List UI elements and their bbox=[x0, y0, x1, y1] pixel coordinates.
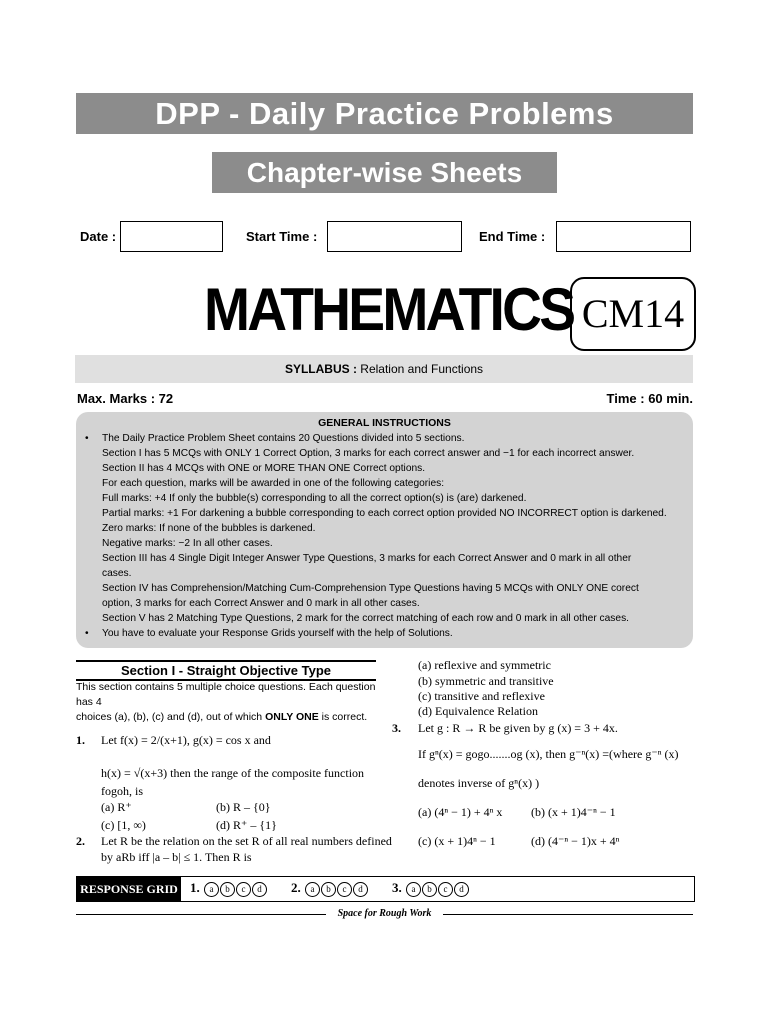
instruction-text: You have to evaluate your Response Grids yourself with the help of Solutions. bbox=[102, 628, 453, 639]
subject-title: MATHEMATICS bbox=[204, 276, 574, 343]
syllabus-label: SYLLABUS : bbox=[284, 362, 357, 376]
instruction-text: The Daily Practice Problem Sheet contains 20 Questions divided into 5 sections. bbox=[102, 433, 465, 444]
instruction-line bbox=[102, 551, 689, 566]
question-3-line: denotes inverse of gⁿ(x) ) bbox=[418, 776, 540, 790]
bubble-b[interactable]: b bbox=[321, 882, 336, 897]
instruction-line bbox=[102, 611, 689, 626]
max-marks: Max. Marks : 72 bbox=[77, 391, 174, 406]
question-1-line: Let f(x) = 2/(x+1), g(x) = cos x and bbox=[101, 733, 271, 747]
instruction-text: Section V has 2 Matching Type Questions, 2 mark for the correct matching of each row and 0 mark in all other cases. bbox=[102, 613, 629, 624]
instruction-line bbox=[85, 431, 689, 446]
instruction-text: For each question, marks will be awarded in one of the following categories: bbox=[102, 478, 445, 489]
instruction-line bbox=[102, 461, 689, 476]
rough-work-footer bbox=[76, 908, 693, 919]
instruction-line bbox=[85, 626, 689, 641]
instruction-line bbox=[102, 596, 689, 611]
syllabus-bar bbox=[75, 355, 693, 383]
question-number: 2. bbox=[76, 834, 85, 848]
divider bbox=[76, 914, 326, 915]
bubble-a[interactable]: a bbox=[406, 882, 421, 897]
instructions-list bbox=[76, 431, 693, 641]
sheet-code: CM14 bbox=[570, 277, 696, 351]
instruction-line bbox=[102, 491, 689, 506]
question-1-line: h(x) = √(x+3) then the range of the composite function bbox=[101, 766, 365, 780]
date-field[interactable] bbox=[120, 221, 223, 252]
bubble-d[interactable]: d bbox=[353, 882, 368, 897]
response-item-number: 1. bbox=[190, 880, 200, 895]
instruction-text: cases. bbox=[102, 568, 132, 579]
section-desc-text: is correct. bbox=[318, 711, 368, 723]
syllabus-value: Relation and Functions bbox=[360, 362, 484, 376]
rough-work-label: Space for Rough Work bbox=[337, 908, 432, 919]
question-number: 1. bbox=[76, 733, 85, 747]
instruction-text: Section II has 4 MCQs with ONE or MORE THAN ONE Correct options. bbox=[102, 463, 426, 474]
bubble-a[interactable]: a bbox=[204, 882, 219, 897]
question-2-option-b: (b) symmetric and transitive bbox=[418, 674, 554, 688]
response-item-number: 3. bbox=[392, 880, 402, 895]
question-2-option-d: (d) Equivalence Relation bbox=[418, 704, 538, 718]
bubble-d[interactable]: d bbox=[252, 882, 267, 897]
response-item-1 bbox=[190, 880, 267, 897]
instruction-text: Partial marks: +1 For darkening a bubble corresponding to each correct option provided NO INCORRECT option is darkened. bbox=[102, 508, 667, 519]
response-grid bbox=[76, 876, 695, 902]
bullet-icon: • bbox=[85, 433, 89, 444]
question-1-option-d: (d) R⁺ – {1} bbox=[216, 818, 277, 832]
section-desc-text: choices (a), (b), (c) and (d), out of which bbox=[76, 711, 266, 723]
section-desc-emph: ONLY ONE bbox=[265, 711, 319, 723]
response-grid-label: RESPONSE GRID bbox=[77, 877, 181, 901]
date-label: Date : bbox=[80, 229, 117, 244]
end-time-field[interactable] bbox=[556, 221, 691, 252]
question-2-line: by aRb iff |a – b| ≤ 1. Then R is bbox=[101, 850, 252, 864]
instruction-text: Zero marks: If none of the bubbles is darkened. bbox=[102, 523, 316, 534]
question-1-line: fogoh, is bbox=[101, 784, 143, 798]
question-2-option-c: (c) transitive and reflexive bbox=[418, 689, 545, 703]
response-item-2 bbox=[291, 880, 368, 897]
time-limit: Time : 60 min. bbox=[606, 391, 693, 406]
general-instructions bbox=[76, 412, 693, 648]
start-time-field[interactable] bbox=[327, 221, 462, 252]
divider bbox=[443, 914, 693, 915]
question-1-option-b: (b) R – {0} bbox=[216, 800, 271, 814]
start-time-label: Start Time : bbox=[246, 229, 318, 244]
question-3-option-b: (b) (x + 1)4⁻ⁿ − 1 bbox=[531, 805, 616, 819]
question-3-option-d: (d) (4⁻ⁿ − 1)x + 4ⁿ bbox=[531, 834, 620, 848]
question-2-line: Let R be the relation on the set R of all real numbers defined bbox=[101, 834, 392, 848]
instruction-text: Section I has 5 MCQs with ONLY 1 Correct Option, 3 marks for each correct answer and −1 for each incorrect answer. bbox=[102, 448, 635, 459]
question-3-option-c: (c) (x + 1)4ⁿ − 1 bbox=[418, 834, 496, 848]
bubble-d[interactable]: d bbox=[454, 882, 469, 897]
section-desc-line bbox=[76, 710, 381, 725]
bubble-c[interactable]: c bbox=[236, 882, 251, 897]
page-subtitle: Chapter-wise Sheets bbox=[212, 152, 557, 193]
instruction-text: Full marks: +4 If only the bubble(s) corresponding to all the correct option(s) is (are) darkened. bbox=[102, 493, 527, 504]
instruction-text: Negative marks: −2 In all other cases. bbox=[102, 538, 273, 549]
instruction-line bbox=[102, 476, 689, 491]
bubble-c[interactable]: c bbox=[337, 882, 352, 897]
instruction-line bbox=[102, 566, 689, 581]
instruction-text: Section III has 4 Single Digit Integer Answer Type Questions, 3 marks for each Correct Answer and 0 mark in all other bbox=[102, 553, 632, 564]
instruction-text: Section IV has Comprehension/Matching Cum-Comprehension Type Questions having 5 MCQs with ONLY ONE corect bbox=[102, 583, 639, 594]
instruction-line bbox=[102, 521, 689, 536]
section-title: Section I - Straight Objective Type bbox=[76, 660, 376, 681]
bubble-b[interactable]: b bbox=[220, 882, 235, 897]
instruction-line bbox=[102, 581, 689, 596]
page-title: DPP - Daily Practice Problems bbox=[76, 93, 693, 134]
bullet-icon: • bbox=[85, 628, 89, 639]
question-3-option-a: (a) (4ⁿ − 1) + 4ⁿ x bbox=[418, 805, 503, 819]
question-3-line: Let g : R → R be given by g (x) = 3 + 4x. bbox=[418, 721, 618, 735]
instruction-line bbox=[102, 536, 689, 551]
end-time-label: End Time : bbox=[479, 229, 546, 244]
question-2-option-a: (a) reflexive and symmetric bbox=[418, 658, 551, 672]
instruction-text: option, 3 marks for each Correct Answer and 0 mark in all other cases. bbox=[102, 598, 420, 609]
response-item-number: 2. bbox=[291, 880, 301, 895]
bubble-b[interactable]: b bbox=[422, 882, 437, 897]
question-1-option-c: (c) [1, ∞) bbox=[101, 818, 146, 832]
response-item-3 bbox=[392, 880, 469, 897]
section-description bbox=[76, 680, 381, 725]
bubble-c[interactable]: c bbox=[438, 882, 453, 897]
section-desc-line: This section contains 5 multiple choice questions. Each question has 4 bbox=[76, 681, 376, 708]
question-3-line: If gⁿ(x) = gogo.......og (x), then g⁻ⁿ(x) =(where g⁻ⁿ (x) bbox=[418, 747, 679, 761]
bubble-a[interactable]: a bbox=[305, 882, 320, 897]
question-number: 3. bbox=[392, 721, 401, 735]
instructions-title: GENERAL INSTRUCTIONS bbox=[318, 417, 451, 429]
question-1-option-a: (a) R⁺ bbox=[101, 800, 132, 814]
instruction-line bbox=[102, 446, 689, 461]
instruction-line bbox=[102, 506, 689, 521]
